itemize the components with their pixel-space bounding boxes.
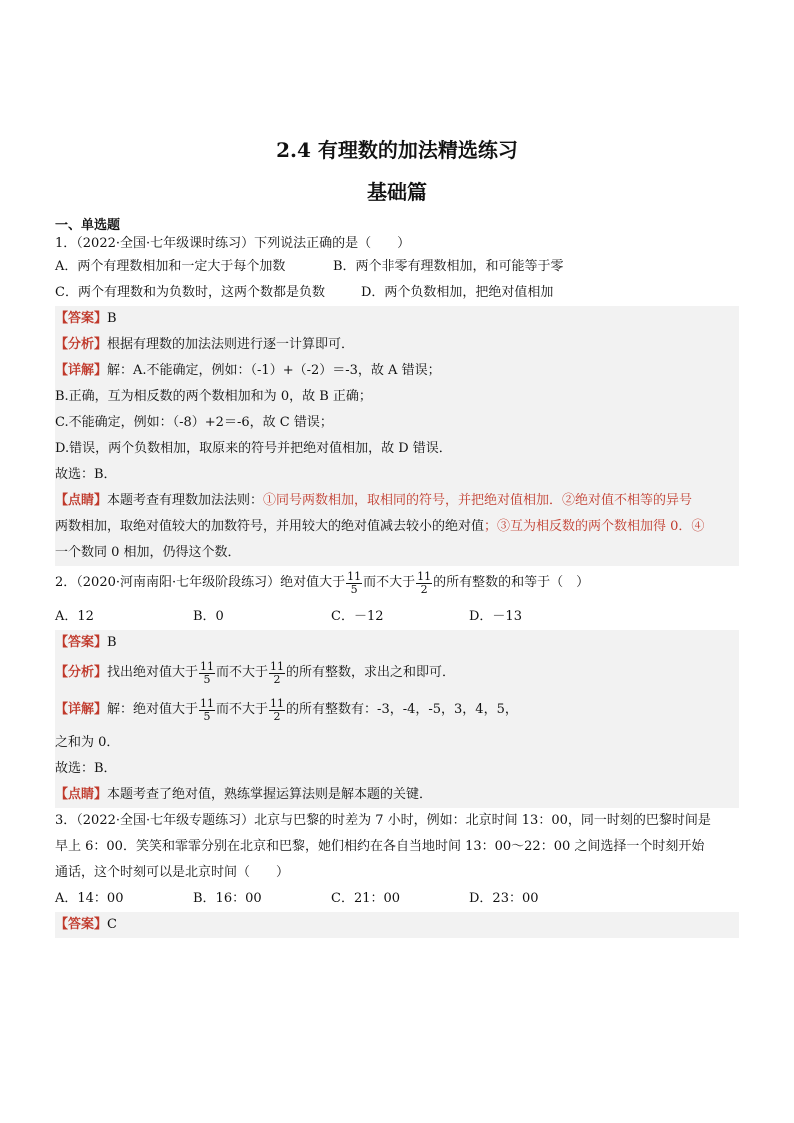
q2-detail-fraction-1 xyxy=(199,698,215,723)
fraction-numerator: 11 xyxy=(270,659,285,673)
q2-fraction-1 xyxy=(346,571,362,596)
q3-answer xyxy=(55,912,739,938)
q1-analysis-text: 根据有理数的加法法则进行逐一计算即可． xyxy=(107,337,355,352)
q2-comment-text: 本题考查了绝对值，熟练掌握运算法则是解本题的关键． xyxy=(107,787,433,802)
detail-tag: 【详解】 xyxy=(55,702,108,717)
fraction-numerator: 11 xyxy=(200,659,215,673)
q1-detail-5: 故选：B． xyxy=(55,467,117,482)
q1-detail-3: C.不能确定，例如：（-8）+2＝-6，故 C 错误； xyxy=(55,415,333,430)
fraction-denominator: 5 xyxy=(350,582,358,596)
fraction-denominator: 5 xyxy=(203,709,211,723)
q2-detail xyxy=(55,690,739,730)
q2-option-b: B．0 xyxy=(193,609,224,624)
fraction-numerator: 11 xyxy=(270,696,285,710)
q2-detail-part-c: 的所有整数有：-3，-4，-5，3，4，5， xyxy=(286,702,518,717)
q2-analysis-part-c: 的所有整数，求出之和即可． xyxy=(286,665,456,680)
q1-options-row1 xyxy=(55,254,739,280)
analysis-tag: 【分析】 xyxy=(55,337,108,352)
q3-option-a: A．14：00 xyxy=(55,891,124,906)
q1-comment-line2-red: ；③互为相反数的两个数相加得 0．④ xyxy=(484,519,705,534)
q2-detail-3: 故选：B． xyxy=(55,761,117,776)
q1-comment-3: 一个数同 0 相加，仍得这个数． xyxy=(55,545,241,560)
q1-detail-1 xyxy=(55,358,739,384)
q2-answer xyxy=(55,630,739,656)
detail-tag: 【详解】 xyxy=(55,363,108,378)
q2-solution xyxy=(55,630,739,808)
q2-detail-part-a: 解：绝对值大于 xyxy=(107,702,199,717)
q1-comment-2 xyxy=(55,514,739,540)
answer-tag: 【答案】 xyxy=(55,311,108,326)
document-title: 2.4 有理数的加法精选练习 xyxy=(276,138,518,162)
document-subtitle: 基础篇 xyxy=(367,180,427,204)
q2-analysis-part-a: 找出绝对值大于 xyxy=(107,665,199,680)
comment-tag: 【点睛】 xyxy=(55,493,108,508)
fraction-numerator: 11 xyxy=(347,569,362,583)
q2-option-d: D．－13 xyxy=(469,609,522,624)
q2-stem-part-b: 而不大于 xyxy=(363,575,416,590)
q2-options xyxy=(55,604,739,630)
fraction-numerator: 11 xyxy=(200,696,215,710)
q1-answer-value: B xyxy=(107,311,117,326)
content xyxy=(55,218,739,938)
q2-analysis-fraction-1 xyxy=(199,661,215,686)
q2-detail-part-b: 而不大于 xyxy=(216,702,269,717)
q1-comment-line2-black: 两数相加，取绝对值较大的加数符号，并用较大的绝对值减去较小的绝对值 xyxy=(55,519,485,534)
q1-answer xyxy=(55,306,739,332)
q3-stem-3: 通话，这个时刻可以是北京时间（ ） xyxy=(55,865,290,880)
q2-answer-value: B xyxy=(107,635,117,650)
q1-option-a: A．两个有理数相加和一定大于每个加数 xyxy=(55,259,286,274)
q3-options xyxy=(55,886,739,912)
answer-tag: 【答案】 xyxy=(55,635,108,650)
q2-analysis xyxy=(55,656,739,690)
answer-tag: 【答案】 xyxy=(55,917,108,932)
q2-stem xyxy=(55,566,739,600)
q1-detail-4: D.错误，两个负数相加，取原来的符号并把绝对值相加，故 D 错误． xyxy=(55,441,452,456)
q3-option-b: B．16：00 xyxy=(193,891,262,906)
q1-option-c: C．两个有理数和为负数时，这两个数都是负数 xyxy=(55,285,325,300)
analysis-tag: 【分析】 xyxy=(55,665,108,680)
q2-stem-part-a: 2．（2020·河南南阳·七年级阶段练习）绝对值大于 xyxy=(55,575,346,590)
q2-analysis-fraction-2 xyxy=(269,661,285,686)
section-heading: 一、单选题 xyxy=(55,218,121,233)
q3-solution xyxy=(55,912,739,938)
q2-option-c: C．－12 xyxy=(331,609,384,624)
q1-option-b: B．两个非零有理数相加，和可能等于零 xyxy=(333,259,564,274)
q2-option-a: A．12 xyxy=(55,609,94,624)
q2-fraction-2 xyxy=(416,571,432,596)
q3-stem-2: 早上 6：00．笑笑和霏霏分别在北京和巴黎，她们相约在各自当地时间 13：00～22：00 之间选择一个时刻开始 xyxy=(55,839,705,854)
comment-tag: 【点睛】 xyxy=(55,787,108,802)
q1-solution xyxy=(55,306,739,566)
q1-options-row2 xyxy=(55,280,739,306)
q2-detail-fraction-2 xyxy=(269,698,285,723)
q1-comment-red: ①同号两数相加，取相同的符号，并把绝对值相加．②绝对值不相等的异号 xyxy=(263,493,693,508)
q1-detail-text: 解：A.不能确定，例如：（-1）+（-2）＝-3，故 A 错误； xyxy=(107,363,441,378)
q1-detail-2: B.正确，互为相反数的两个数相加和为 0，故 B 正确； xyxy=(55,389,372,404)
fraction-numerator: 11 xyxy=(417,569,432,583)
q1-comment-1 xyxy=(55,488,739,514)
fraction-denominator: 2 xyxy=(273,709,281,723)
q1-comment-head: 本题考查有理数加法法则： xyxy=(107,493,264,508)
q1-option-d: D．两个负数相加，把绝对值相加 xyxy=(361,285,554,300)
q2-analysis-part-b: 而不大于 xyxy=(216,665,269,680)
q3-stem-1: 3．（2022·全国·七年级专题练习）北京与巴黎的时差为 7 小时，例如：北京时间 13：00，同一时刻的巴黎时间是 xyxy=(55,813,711,828)
fraction-denominator: 2 xyxy=(420,582,428,596)
q3-option-d: D．23：00 xyxy=(469,891,539,906)
fraction-denominator: 2 xyxy=(273,672,281,686)
q1-stem: 1．（2022·全国·七年级课时练习）下列说法正确的是（ ） xyxy=(55,236,411,251)
q1-analysis xyxy=(55,332,739,358)
fraction-denominator: 5 xyxy=(203,672,211,686)
q3-answer-value: C xyxy=(107,917,117,932)
q2-stem-part-c: 的所有整数的和等于（ ） xyxy=(433,575,590,590)
q3-option-c: C．21：00 xyxy=(331,891,401,906)
q2-comment xyxy=(55,782,739,808)
q2-detail-2: 之和为 0． xyxy=(55,735,120,750)
